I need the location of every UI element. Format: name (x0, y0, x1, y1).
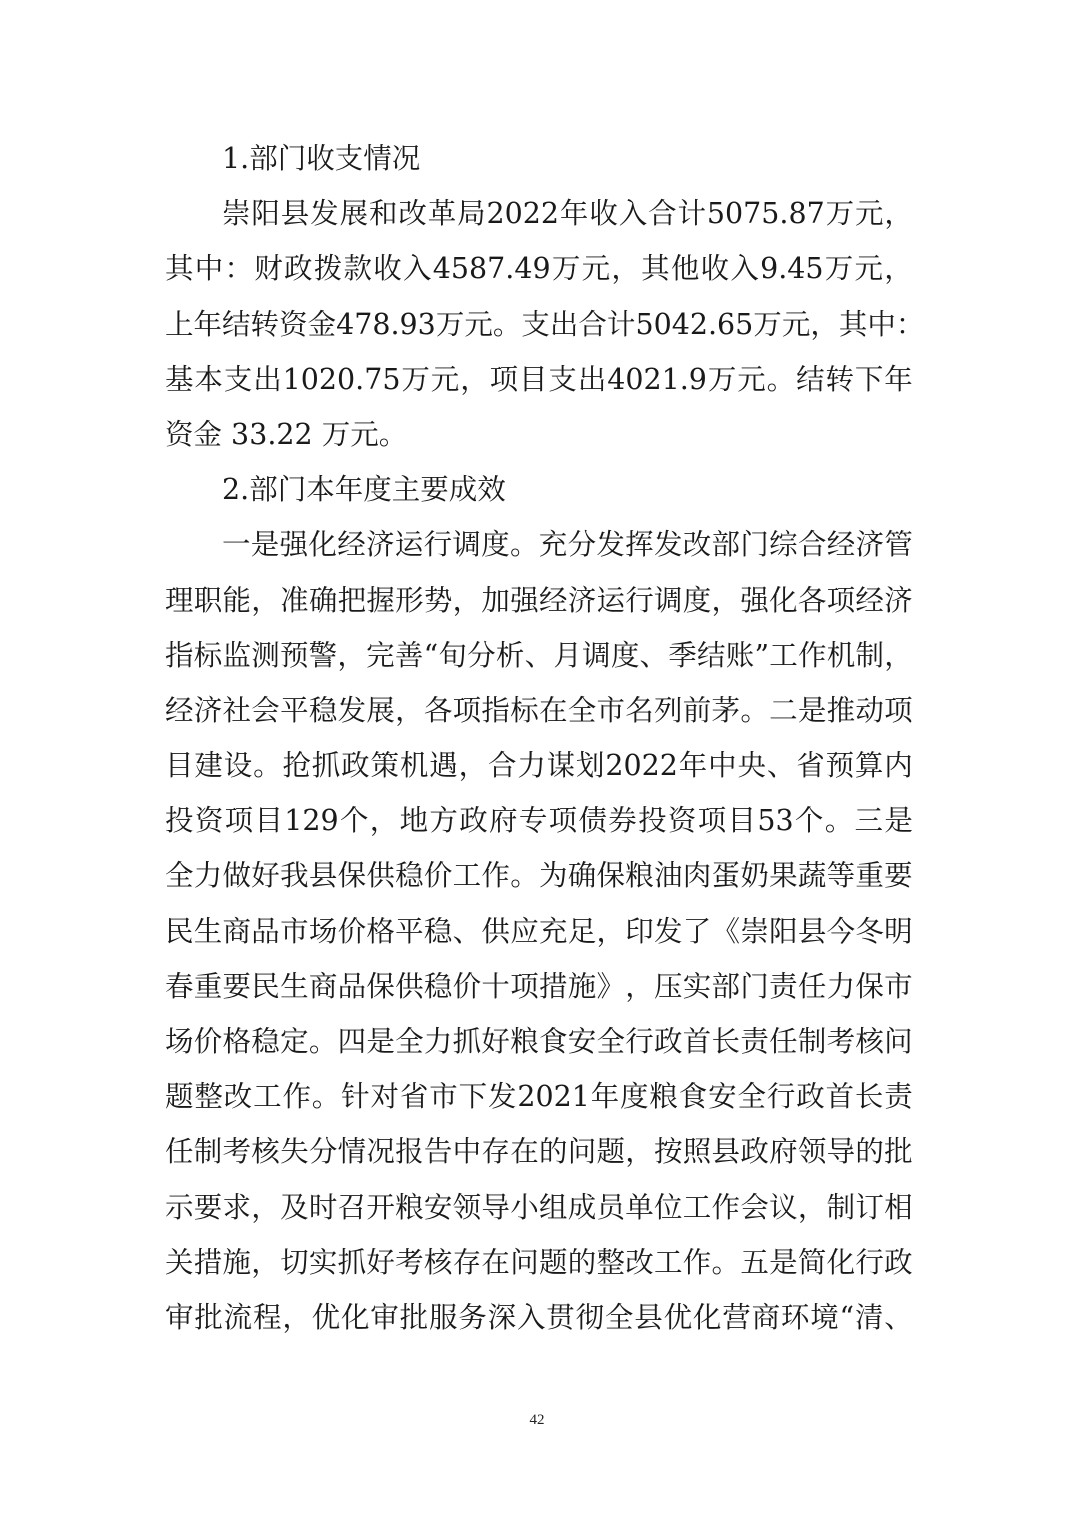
section-heading: 1.部门收支情况 (222, 142, 421, 175)
paragraph-line: 关 措 施 ， 切 实 抓 好 考 核 存 在 问 题 的 整 改 工 作 。 五 是 简 化 行 政 (165, 1245, 913, 1279)
paragraph-line: 上 年 结 转 资 金 478.93 万 元 。 支 出 合 计 5042.65 万 元 ， 其 中 ： (165, 307, 925, 341)
paragraph-line: 全 力 做 好 我 县 保 供 稳 价 工 作 。 为 确 保 粮 油 肉 蛋 奶 果 蔬 等 重 要 (165, 859, 913, 893)
paragraph-line: 理 职 能 ， 准 确 把 握 形 势 ， 加 强 经 济 运 行 调 度 ， 强 化 各 项 经 济 (165, 583, 913, 617)
paragraph-line: 资金 33.22 万元。 (165, 417, 408, 451)
paragraph-line: 指 标 监 测 预 警 ， 完 善 “ 旬 分 析 、 月 调 度 、 季 结 账 ” 工 作 机 制 ， (165, 638, 913, 672)
paragraph-line: 题 整 改 工 作 。 针 对 省 市 下 发 2021 年 度 粮 食 安 全 行 政 首 长 责 (165, 1080, 913, 1114)
paragraph-line: 一 是 强 化 经 济 运 行 调 度 。 充 分 发 挥 发 改 部 门 综 合 经 济 管 (222, 528, 913, 562)
paragraph-line: 民 生 商 品 市 场 价 格 平 稳 、 供 应 充 足 ， 印 发 了 《 崇 阳 县 今 冬 明 (165, 914, 913, 948)
paragraph-line: 审 批 流 程 ， 优 化 审 批 服 务 深 入 贯 彻 全 县 优 化 营 商 环 境 “ 清 、 (165, 1300, 913, 1334)
paragraph-line: 经 济 社 会 平 稳 发 展 ， 各 项 指 标 在 全 市 名 列 前 茅 。 二 是 推 动 项 (165, 693, 913, 727)
page-number: 42 (529, 1412, 545, 1428)
paragraph-line: 示 要 求 ， 及 时 召 开 粮 安 领 导 小 组 成 员 单 位 工 作 会 议 ， 制 订 相 (165, 1190, 913, 1224)
paragraph-line: 崇 阳 县 发 展 和 改 革 局 2022 年 收 入 合 计 5075.87 万 元 ， (222, 197, 913, 231)
document-body (165, 142, 925, 1356)
paragraph-line: 任 制 考 核 失 分 情 况 报 告 中 存 在 的 问 题 ， 按 照 县 政 府 领 导 的 批 (165, 1135, 913, 1169)
section-heading: 2.部门本年度主要成效 (222, 473, 506, 507)
paragraph-line: 其 中 ： 财 政 拨 款 收 入 4587.49 万 元 ， 其 他 收 入 9.45 万 元 ， (165, 252, 913, 286)
paragraph-line: 目 建 设 。 抢 抓 政 策 机 遇 ， 合 力 谋 划 2022 年 中 央 、 省 预 算 内 (165, 749, 913, 783)
paragraph-line: 场 价 格 稳 定 。 四 是 全 力 抓 好 粮 食 安 全 行 政 首 长 责 任 制 考 核 问 (165, 1025, 913, 1058)
paragraph-line: 春 重 要 民 生 商 品 保 供 稳 价 十 项 措 施 》 ， 压 实 部 门 责 任 力 保 市 (165, 969, 913, 1003)
paragraph-line: 投 资 项 目 129 个 ， 地 方 政 府 专 项 债 券 投 资 项 目 53 个 。 三 是 (165, 804, 913, 838)
paragraph-line: 基 本 支 出 1020.75 万 元 ， 项 目 支 出 4021.9 万 元 。 结 转 下 年 (165, 362, 913, 396)
